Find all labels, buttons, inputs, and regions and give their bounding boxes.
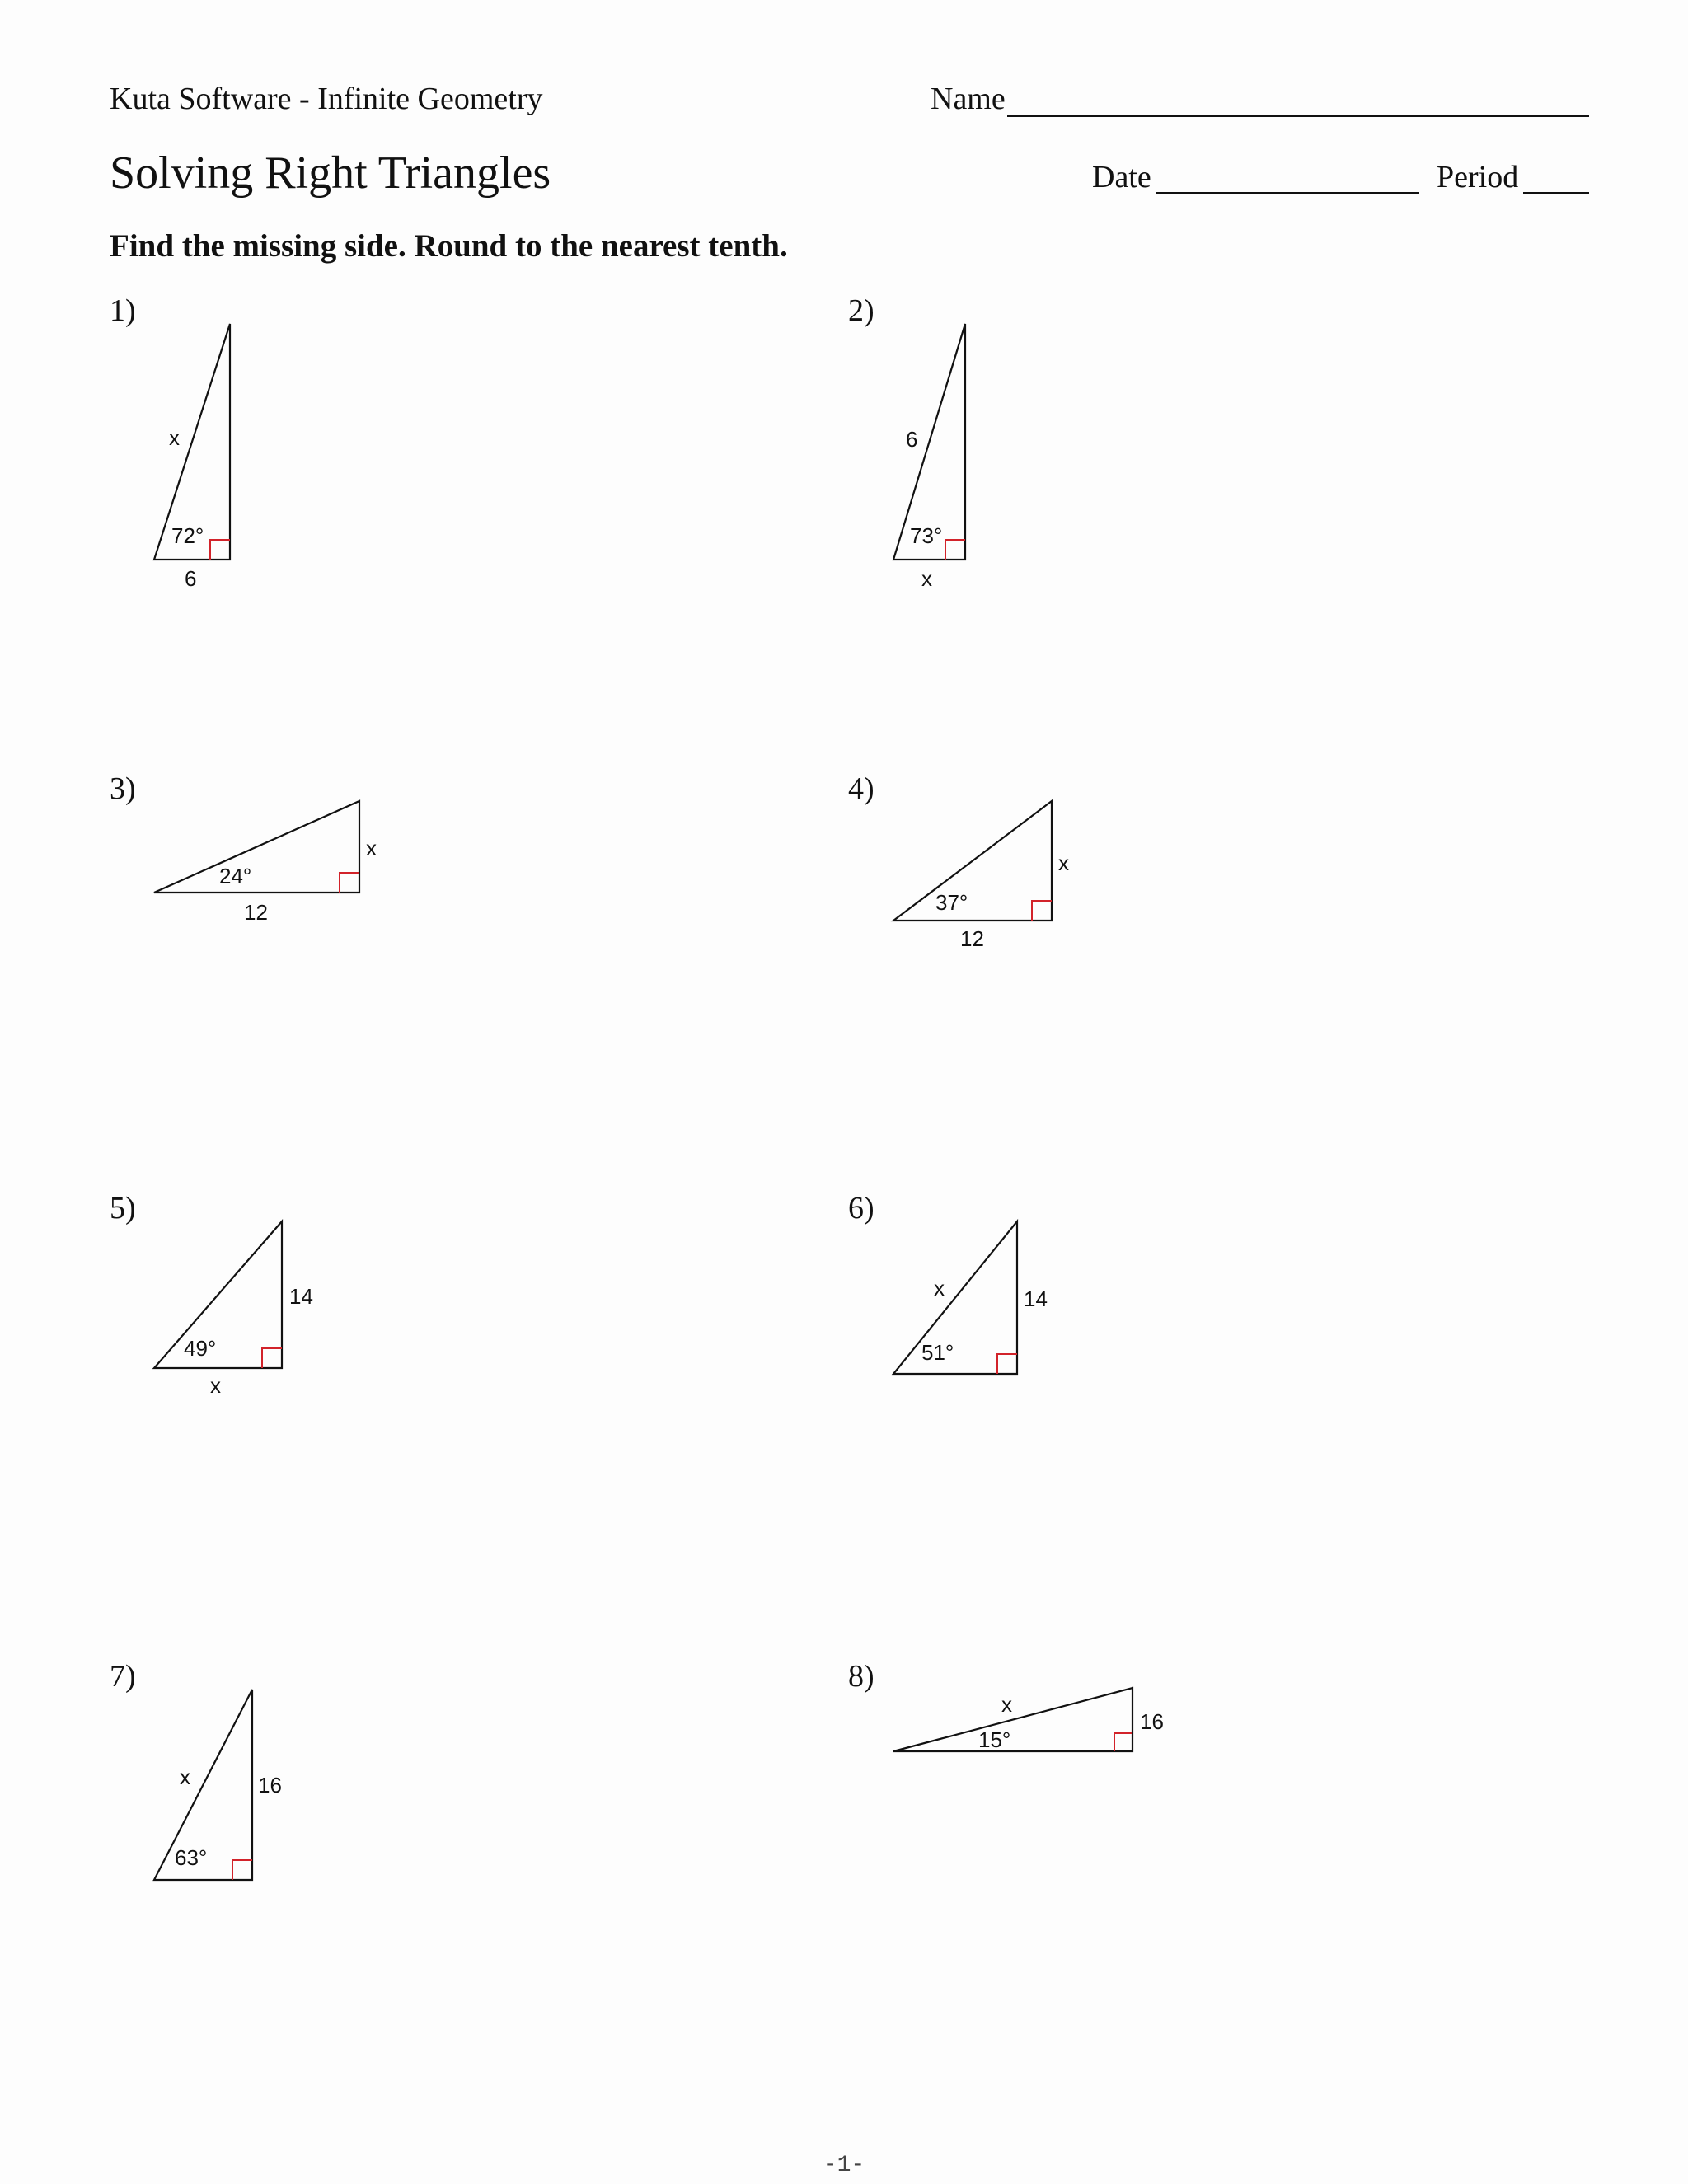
problem-number: 3) bbox=[110, 771, 136, 806]
side-label: x bbox=[180, 1765, 190, 1789]
side-label: x bbox=[1058, 851, 1069, 875]
side-label: 6 bbox=[906, 427, 918, 452]
problem-number: 6) bbox=[848, 1191, 874, 1226]
angle-label: 63° bbox=[175, 1845, 208, 1870]
side-label: x bbox=[366, 836, 377, 860]
side-label: x bbox=[169, 425, 180, 450]
side-label: x bbox=[210, 1373, 221, 1398]
name-label: Name bbox=[931, 82, 1006, 116]
side-label: x bbox=[921, 566, 932, 591]
angle-label: 72° bbox=[171, 523, 204, 548]
publisher-label: Kuta Software - Infinite Geometry bbox=[110, 82, 543, 116]
worksheet-title: Solving Right Triangles bbox=[110, 148, 551, 199]
problem-number: 8) bbox=[848, 1659, 874, 1694]
angle-label: 73° bbox=[910, 523, 943, 548]
problem-number: 7) bbox=[110, 1659, 136, 1694]
side-label: 6 bbox=[185, 566, 197, 591]
side-label: 12 bbox=[244, 900, 268, 925]
period-label: Period bbox=[1437, 160, 1519, 194]
side-label: 12 bbox=[960, 926, 984, 951]
problem-number: 1) bbox=[110, 293, 136, 328]
angle-label: 49° bbox=[184, 1336, 217, 1361]
side-label: x bbox=[1001, 1692, 1012, 1717]
triangle-shape bbox=[893, 1688, 1132, 1751]
right-angle-marker bbox=[1114, 1733, 1132, 1751]
side-label: 16 bbox=[258, 1773, 282, 1797]
problem-number: 2) bbox=[848, 293, 874, 328]
side-label: 14 bbox=[289, 1284, 313, 1309]
angle-label: 15° bbox=[978, 1727, 1011, 1752]
angle-label: 51° bbox=[921, 1340, 954, 1365]
date-label: Date bbox=[1092, 160, 1151, 194]
angle-label: 37° bbox=[935, 890, 968, 915]
page-number: -1- bbox=[823, 2153, 865, 2178]
side-label: 16 bbox=[1140, 1709, 1164, 1734]
angle-label: 24° bbox=[219, 864, 252, 888]
side-label: 14 bbox=[1024, 1286, 1048, 1311]
instructions: Find the missing side. Round to the nearest tenth. bbox=[110, 228, 788, 264]
problem-number: 4) bbox=[848, 771, 874, 806]
problem-number: 5) bbox=[110, 1191, 136, 1226]
side-label: x bbox=[934, 1276, 945, 1301]
